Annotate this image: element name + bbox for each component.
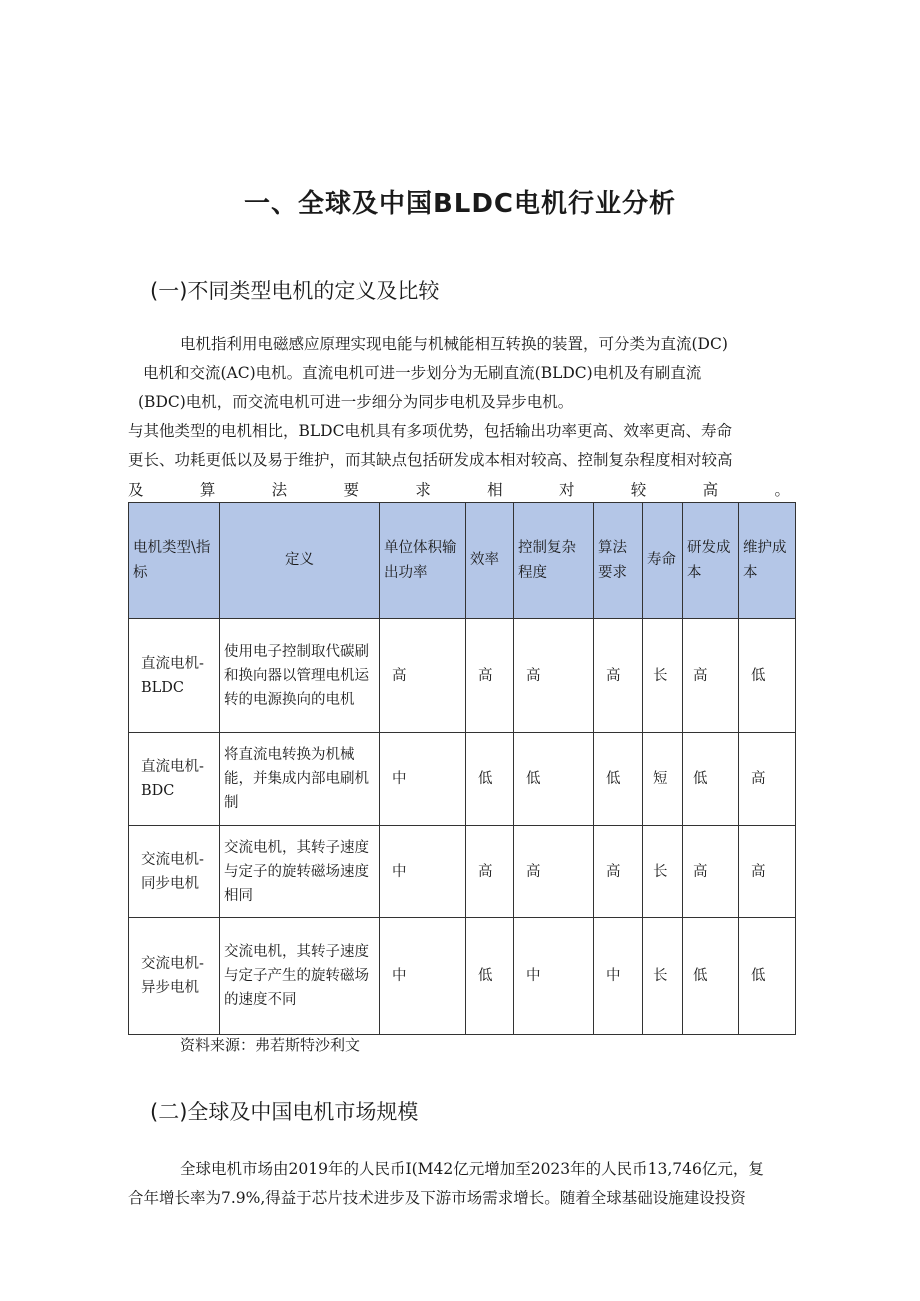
paragraph-3-line-1: 全球电机市场由2019年的人民币I(M42亿元增加至2023年的人民币13,746亿元，复 [180, 1160, 764, 1178]
cell-value: 长 [643, 918, 683, 1035]
justified-char: 及 [128, 481, 144, 499]
paragraph-1-line-3: (BDC)电机，而交流电机可进一步细分为同步电机及异步电机。 [138, 393, 574, 411]
header-cell-maintenance-cost: 维护成本 [739, 503, 796, 619]
cell-value: 高 [739, 826, 796, 918]
cell-value: 低 [739, 918, 796, 1035]
cell-value: 高 [739, 733, 796, 826]
cell-value: 中 [514, 918, 594, 1035]
header-cell-rd-cost: 研发成本 [683, 503, 739, 619]
justified-char: 高 [702, 481, 719, 499]
cell-value: 低 [466, 733, 514, 826]
header-cell-algorithm: 算法要求 [594, 503, 643, 619]
cell-value: 高 [594, 619, 643, 733]
table-row [129, 826, 796, 918]
justified-char: 相 [487, 481, 503, 499]
header-cell-definition: 定义 [220, 503, 380, 619]
header-cell-complexity: 控制复杂程度 [514, 503, 594, 619]
cell-value: 中 [380, 733, 466, 826]
page-title: 一、全球及中国BLDC电机行业分析 [243, 189, 677, 219]
motor-comparison-table [128, 502, 796, 1035]
table-source-note: 资料来源：弗若斯特沙利文 [180, 1036, 361, 1054]
cell-value: 长 [643, 619, 683, 733]
paragraph-2-line-3 [128, 476, 790, 505]
cell-value: 低 [514, 733, 594, 826]
section-heading-1: (一)不同类型电机的定义及比较 [150, 279, 440, 303]
cell-value: 高 [683, 826, 739, 918]
cell-value: 长 [643, 826, 683, 918]
justified-char: 算 [199, 481, 216, 499]
table-row [129, 918, 796, 1035]
cell-value: 短 [643, 733, 683, 826]
header-cell-lifespan: 寿命 [643, 503, 683, 619]
paragraph-2-line-2: 更长、功耗更低以及易于维护，而其缺点包括研发成本相对较高、控制复杂程度相对较高 [128, 451, 733, 469]
paragraph-1-line-1: 电机指利用电磁感应原理实现电能与机械能相互转换的装置，可分类为直流(DC) [180, 335, 728, 353]
cell-value: 低 [739, 619, 796, 733]
cell-value: 高 [514, 826, 594, 918]
justified-char: 法 [271, 481, 288, 499]
header-cell-efficiency: 效率 [466, 503, 514, 619]
cell-value: 中 [594, 918, 643, 1035]
cell-type: 直流电机-BLDC [129, 619, 220, 733]
table-row [129, 619, 796, 733]
cell-value: 低 [683, 918, 739, 1035]
cell-value: 低 [594, 733, 643, 826]
justified-char: 求 [415, 481, 431, 499]
cell-value: 低 [683, 733, 739, 826]
section-heading-2: (二)全球及中国电机市场规模 [150, 1100, 419, 1124]
cell-definition: 交流电机，其转子速度与定子的旋转磁场速度相同 [220, 826, 380, 918]
cell-type: 交流电机-异步电机 [129, 918, 220, 1035]
table-header-row [129, 503, 796, 619]
cell-definition: 交流电机，其转子速度与定子产生的旋转磁场的速度不同 [220, 918, 380, 1035]
justified-char: 对 [558, 481, 575, 499]
justified-char: 要 [343, 481, 359, 499]
justified-char: 。 [774, 481, 790, 499]
cell-value: 低 [466, 918, 514, 1035]
cell-value: 高 [466, 826, 514, 918]
header-cell-power: 单位体积输出功率 [380, 503, 466, 619]
cell-value: 高 [594, 826, 643, 918]
cell-type: 交流电机-同步电机 [129, 826, 220, 918]
cell-value: 中 [380, 826, 466, 918]
cell-value: 高 [380, 619, 466, 733]
cell-definition: 将直流电转换为机械能，并集成内部电刷机制 [220, 733, 380, 826]
cell-value: 高 [514, 619, 594, 733]
cell-value: 中 [380, 918, 466, 1035]
table-row [129, 733, 796, 826]
cell-definition: 使用电子控制取代碳刷和换向器以管理电机运转的电源换向的电机 [220, 619, 380, 733]
cell-type: 直流电机-BDC [129, 733, 220, 826]
cell-value: 高 [683, 619, 739, 733]
justified-char: 较 [630, 481, 647, 499]
paragraph-3-line-2: 合年增长率为7.9%,得益于芯片技术进步及下游市场需求增长。随着全球基础设施建设投资 [128, 1189, 746, 1207]
paragraph-1-line-2: 电机和交流(AC)电机。直流电机可进一步划分为无刷直流(BLDC)电机及有刷直流 [143, 364, 702, 382]
paragraph-2-line-1: 与其他类型的电机相比，BLDC电机具有多项优势，包括输出功率更高、效率更高、寿命 [128, 422, 732, 440]
header-cell-type: 电机类型\指标 [129, 503, 220, 619]
cell-value: 高 [466, 619, 514, 733]
